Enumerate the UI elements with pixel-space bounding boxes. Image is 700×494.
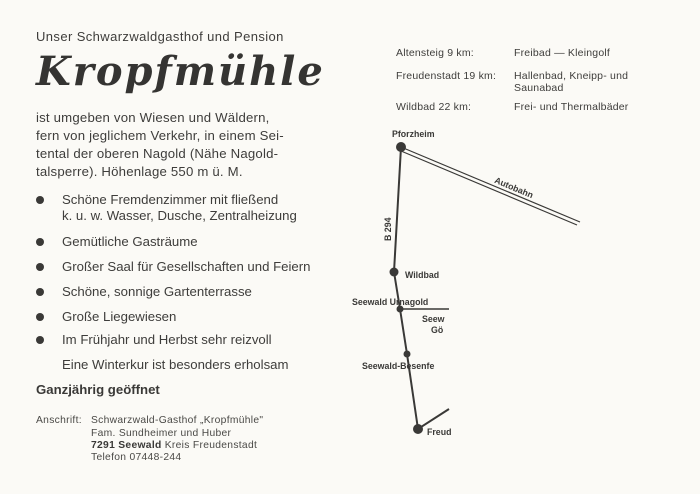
map-label-wildbad: Wildbad: [405, 270, 440, 280]
distance-offer: Hallenbad, Kneipp- und: [514, 70, 629, 82]
map-label-autobahn: Autobahn: [493, 175, 535, 201]
address-label: Anschrift:: [36, 415, 82, 426]
feature-text: Große Liegewiesen: [62, 309, 177, 324]
feature-text: Großer Saal für Gesellschaften und Feiern: [62, 259, 311, 274]
map-label-seewald-goe: Gö: [431, 325, 444, 335]
address-district: Kreis Freudenstadt: [164, 440, 258, 451]
address-line: Schwarzwald-Gasthof „Kropfmühle": [91, 415, 264, 426]
distance-place: Freudenstadt 19 km:: [396, 70, 497, 82]
feature-text: Schöne, sonnige Gartenterrasse: [62, 284, 252, 299]
map-label-road: B 294: [383, 217, 393, 241]
town-marker-wildbad: [390, 268, 399, 277]
map-label-freudenstadt: Freud: [427, 427, 452, 437]
distance-offer: Frei- und Thermalbäder: [514, 101, 629, 113]
distance-offer: Saunabad: [514, 82, 564, 94]
address-phone: Telefon 07448-244: [91, 452, 182, 463]
address-line: Fam. Sundheimer und Huber: [91, 428, 232, 439]
map-label-seewald-goe: Seew: [422, 314, 445, 324]
road-b294: [394, 147, 449, 429]
autobahn-line: [401, 147, 580, 225]
open-note: Ganzjährig geöffnet: [36, 382, 160, 397]
map-label-urnagold: Seewald Urnagold: [352, 297, 429, 307]
feature-text: Schöne Fremdenzimmer mit fließend: [62, 192, 279, 207]
distance-offer: Freibad — Kleingolf: [514, 47, 611, 59]
feature-text: Im Frühjahr und Herbst sehr reizvoll: [62, 332, 272, 347]
description-line: fern von jeglichem Verkehr, in einem Sei-: [36, 128, 284, 143]
description-line: tental der oberen Nagold (Nähe Nagold-: [36, 146, 279, 161]
distance-place: Altensteig 9 km:: [396, 47, 474, 59]
town-marker-besenfeld: [404, 351, 411, 358]
map-label-pforzheim: Pforzheim: [392, 129, 435, 139]
distance-place: Wildbad 22 km:: [396, 101, 472, 113]
town-marker-freudenstadt: [413, 424, 423, 434]
address-postcode: 7291 Seewald: [91, 440, 162, 451]
description-line: ist umgeben von Wiesen und Wäldern,: [36, 110, 270, 125]
description-line: talsperre). Höhenlage 550 m ü. M.: [36, 164, 243, 179]
feature-text: Gemütliche Gasträume: [62, 234, 198, 249]
intro-line: Unser Schwarzwaldgasthof und Pension: [36, 29, 284, 44]
map-label-besenfeld: Seewald-Besenfe: [362, 361, 435, 371]
winter-note: Eine Winterkur ist besonders erholsam: [62, 357, 289, 372]
town-marker-pforzheim: [396, 142, 406, 152]
feature-text: k. u. w. Wasser, Dusche, Zentralheizung: [62, 208, 297, 223]
brand-title: Kropfmühle: [36, 48, 325, 95]
